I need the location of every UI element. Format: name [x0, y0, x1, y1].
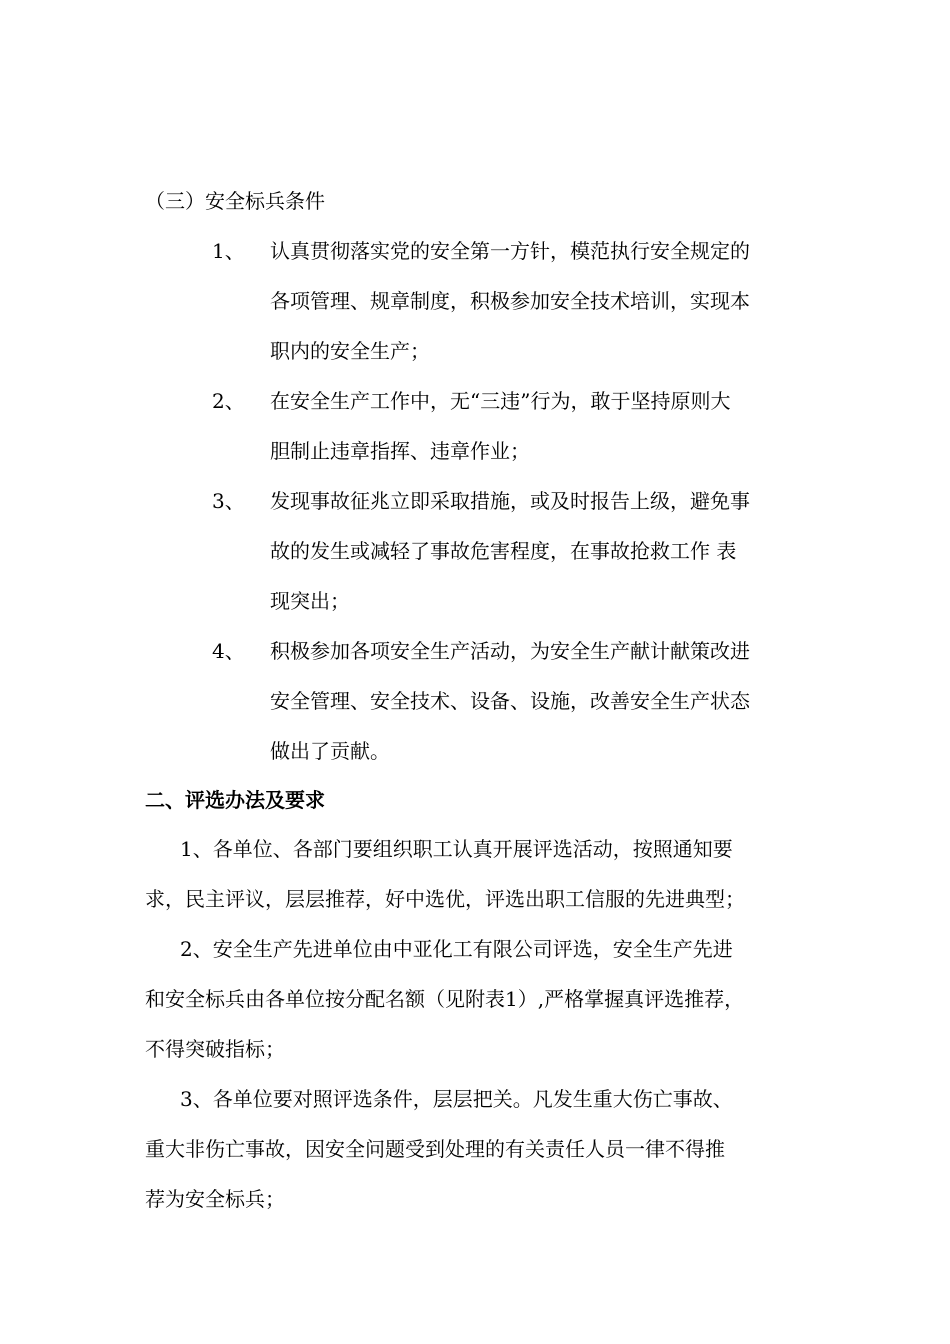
item-text-line: 胆制止违章指挥、违章作业；	[270, 439, 530, 463]
paragraph-line: 荐为安全标兵；	[145, 1187, 285, 1211]
paragraph-line: 和安全标兵由各单位按分配名额（见附表1）,严格掌握真评选推荐，	[145, 987, 745, 1011]
item-text-line: 在安全生产工作中，无“三违”行为，敢于坚持原则大	[270, 389, 731, 413]
item-text-line: 职内的安全生产；	[270, 339, 430, 363]
paragraph-line: 重大非伤亡事故，因安全问题受到处理的有关责任人员一律不得推	[145, 1137, 725, 1161]
item-text-line: 各项管理、规章制度，积极参加安全技术培训，实现本	[270, 289, 750, 313]
item-number: 4、	[212, 639, 245, 663]
item-text-line: 积极参加各项安全生产活动，为安全生产献计献策改进	[270, 639, 750, 663]
item-number: 3、	[212, 489, 245, 513]
item-number: 1、	[212, 239, 245, 263]
item-text-line: 发现事故征兆立即采取措施，或及时报告上级，避免事	[270, 489, 750, 513]
paragraph-line: 2、安全生产先进单位由中亚化工有限公司评选，安全生产先进	[180, 937, 733, 961]
item-text-line: 现突出；	[270, 589, 350, 613]
item-text-line: 故的发生或减轻了事故危害程度，在事故抢救工作 表	[270, 539, 737, 563]
paragraph-line: 3、各单位要对照评选条件，层层把关。凡发生重大伤亡事故、	[180, 1087, 733, 1111]
item-text-line: 认真贯彻落实党的安全第一方针，模范执行安全规定的	[270, 239, 750, 263]
paragraph-line: 求，民主评议，层层推荐，好中选优，评选出职工信服的先进典型；	[145, 887, 745, 911]
paragraph-line: 不得突破指标；	[145, 1037, 285, 1061]
paragraph-line: 1、各单位、各部门要组织职工认真开展评选活动，按照通知要	[180, 837, 733, 861]
item-text-line: 做出了贡献。	[270, 739, 390, 763]
section-heading: （三）安全标兵条件	[145, 189, 325, 213]
item-number: 2、	[212, 389, 245, 413]
item-text-line: 安全管理、安全技术、设备、设施，改善安全生产状态	[270, 689, 750, 713]
part-heading: 二、评选办法及要求	[145, 788, 325, 812]
